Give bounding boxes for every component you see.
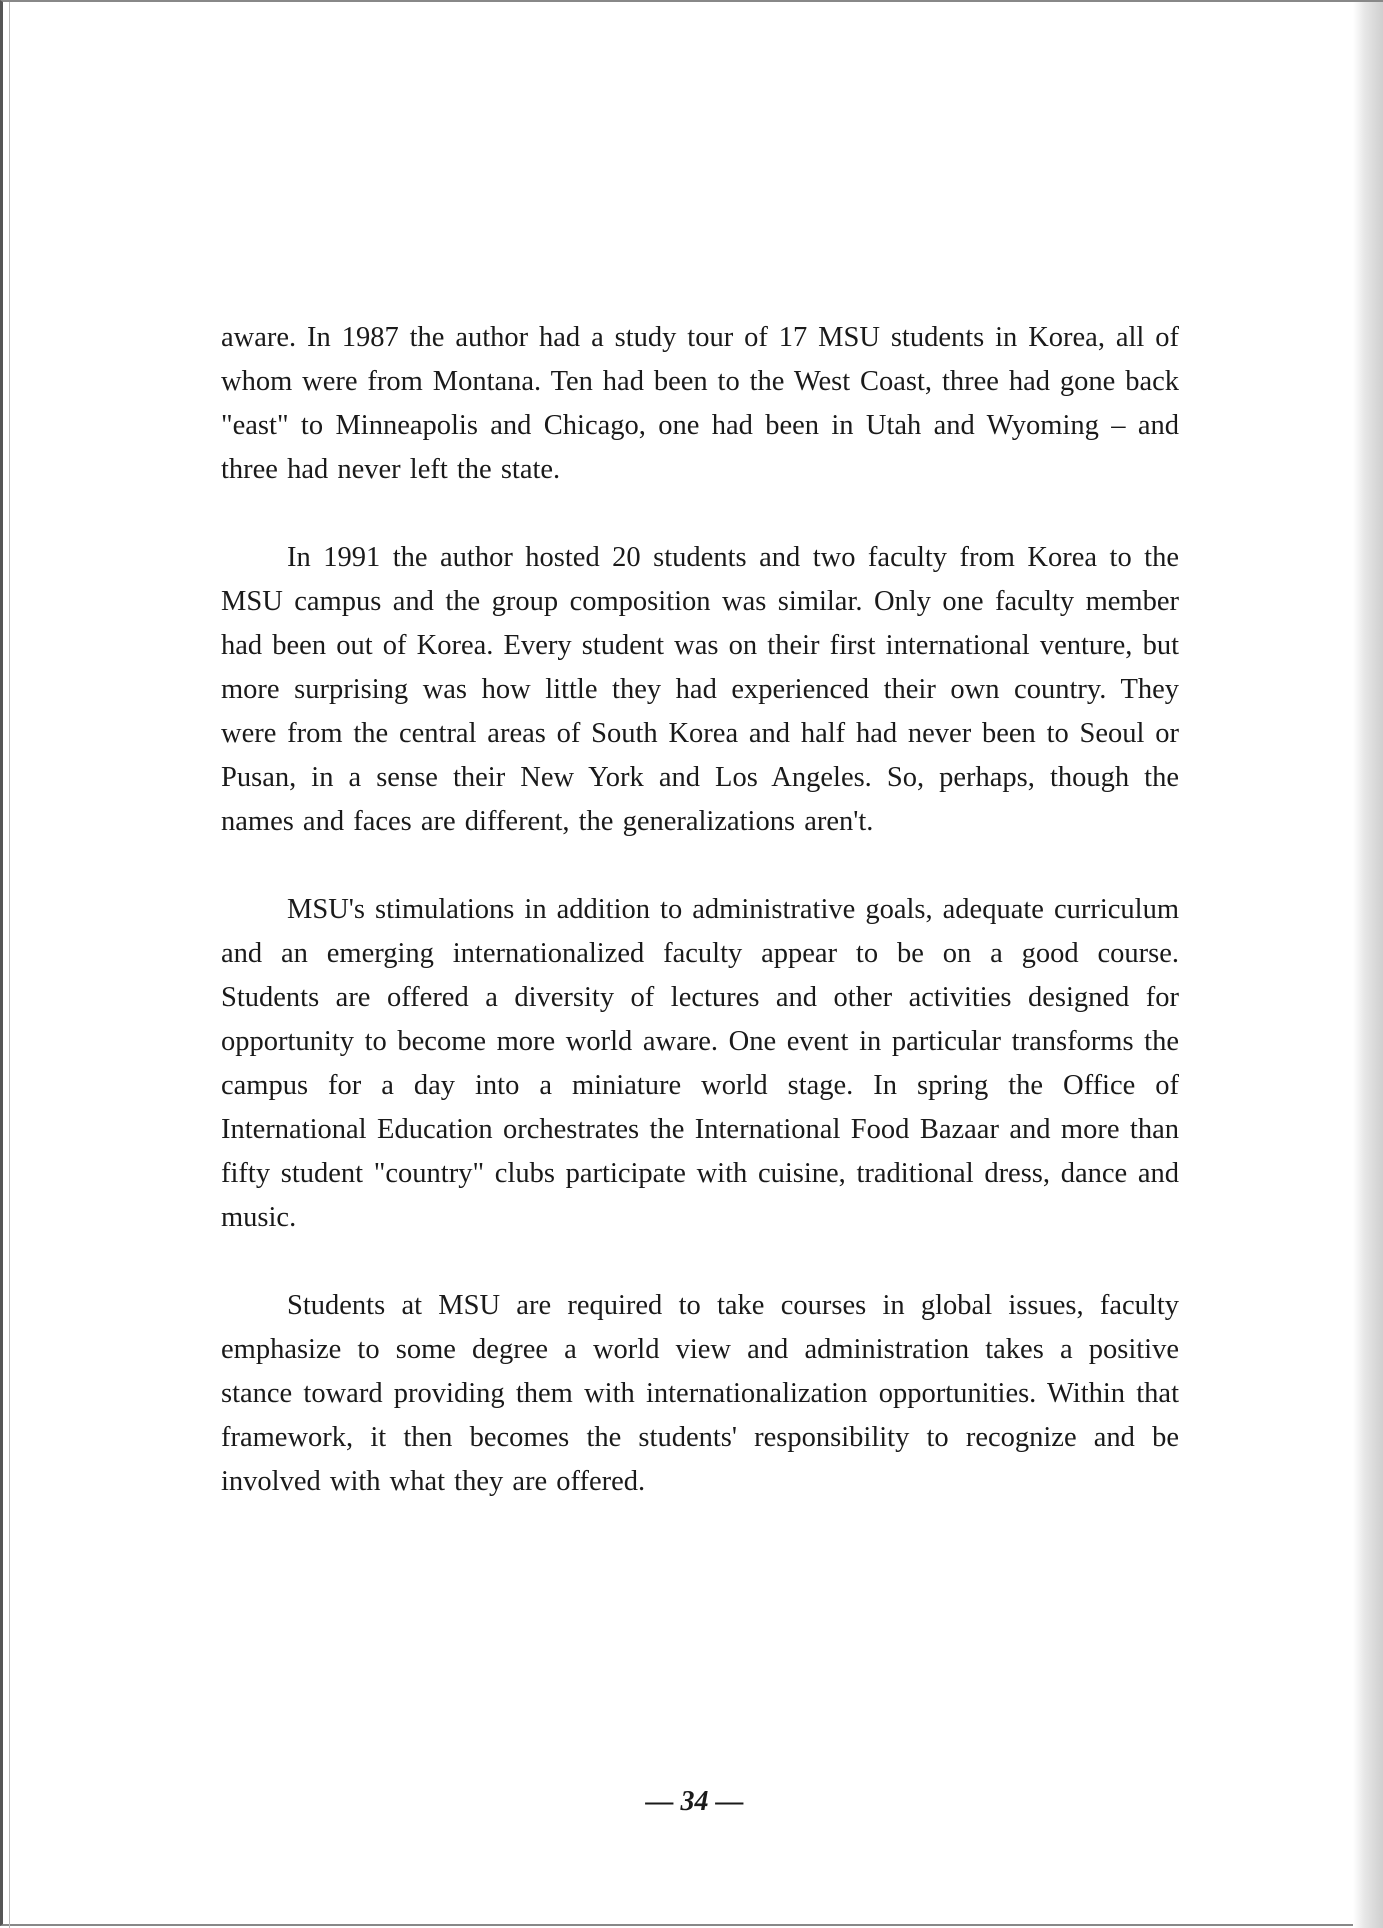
paragraph-1: aware. In 1987 the author had a study tour of 17 MSU students in Korea, all of whom were from Montana. Ten had been to the West Coast, three had gone back "east" to Minneapolis and Chicago, one had been in Utah and Wyoming – and three had never left the state. <box>221 322 1179 485</box>
body-text <box>221 316 1179 1548</box>
paragraph-4: Students at MSU are required to take courses in global issues, faculty emphasize to some degree a world view and administration takes a positive stance toward providing them with internationalization opportunities. Within that framework, it then becomes the students' responsibility to recognize and be involved with what they are offered. <box>221 1290 1179 1497</box>
paragraph-2: In 1991 the author hosted 20 students and two faculty from Korea to the MSU campus and the group composition was similar. Only one faculty member had been out of Korea. Every student was on their first international venture, but more surprising was how little they had experienced their own country. They were from the central areas of South Korea and half had never been to Seoul or Pusan, in a sense their New York and Los Angeles. So, perhaps, though the names and faces are different, the generalizations aren't. <box>221 542 1179 837</box>
page-edge-line <box>9 2 10 1928</box>
paragraph-3: MSU's stimulations in addition to administrative goals, adequate curriculum and an emerging internationalized faculty appear to be on a good course. Students are offered a diversity of lectures and other activities designed for opportunity to become more world aware. One event in particular transforms the campus for a day into a miniature world stage. In spring the Office of International Education orchestrates the International Food Bazaar and more than fifty student "country" clubs participate with cuisine, traditional dress, dance and music. <box>221 894 1179 1233</box>
page-number: — 34 — <box>645 1786 744 1817</box>
page-shadow <box>1353 2 1383 1928</box>
